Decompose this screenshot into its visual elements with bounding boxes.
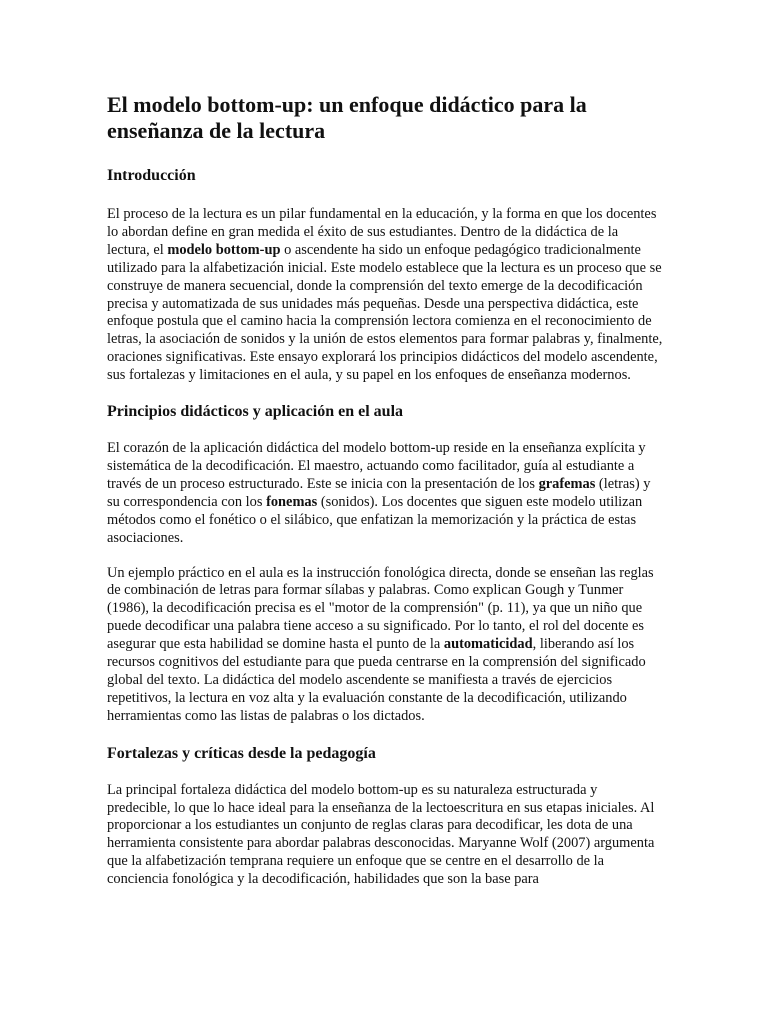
paragraph-fortalezas-1: La principal fortaleza didáctica del modelo bottom-up es su naturaleza estructurada y predecible, lo que lo hace ideal para la enseñanza de la lectoescritura en sus etapas iniciales. Al proporcionar a los estudiantes un conjunto de reglas claras para decodificar, les dota de una herramienta consistente para abordar palabras desconocidas. Maryanne Wolf (2007) argumenta que la alfabetización temprana requiere un enfoque que se centre en el desarrollo de la conciencia fonológica y la decodificación, habilidades que son la base para [107,781,655,888]
text-run: El corazón de la aplicación didáctica del modelo bottom-up reside en la enseñanza explícita y sistemática de la decodificación. El maestro, actuando como facilitador, guía al estudiante a través de un proceso estructurado. Este se inicia con la presentación de los [107,440,646,492]
text-run: (sonidos). Los docentes que siguen este modelo utilizan métodos como el fonético o el silábico, que enfatizan la memorización y la práctica de estas asociaciones. [107,493,643,546]
paragraph-principios-2 [107,565,663,726]
text-run: , liberando así los recursos cognitivos del estudiante para que pueda centrarse en la comprensión del significado global del texto. La didáctica del modelo ascendente se manifiesta a través de ejercicios repetitivos, la lectura en voz alta y la evaluación constante de la decodificación, utilizando herramientas como las listas de palabras o los dictados. [107,636,646,724]
text-run: Un ejemplo práctico en el aula es la instrucción fonológica directa, donde se enseñan las reglas de combinación de letras para formar sílabas y palabras. Como explican Gough y Tunmer (1986), la decodificación precisa es el "motor de la comprensión" (p. 11), ya que un niño que puede decodificar una palabra tiene acceso a su significado. Por lo tanto, el rol del docente es asegurar que esta habilidad se domine hasta el punto de la [107,564,654,653]
document-page [107,92,663,906]
paragraph-principios-1 [107,440,663,547]
text-run: El proceso de la lectura es un pilar fundamental en la educación, y la forma en que los docentes lo abordan define en gran medida el éxito de sus estudiantes. Dentro de la didáctica de la lectura, el [107,206,657,258]
text-run: (letras) y su correspondencia con los [107,475,651,510]
bold-term-modelo-bottom-up: modelo bottom-up [167,241,281,258]
paragraph-introduccion [107,206,663,385]
heading-principios: Principios didácticos y aplicación en el aula [107,403,404,421]
bold-term-fonemas: fonemas [266,493,318,510]
heading-fortalezas: Fortalezas y críticas desde la pedagogía [107,744,376,762]
text-run: o ascendente ha sido un enfoque pedagógico tradicionalmente utilizado para la alfabetización inicial. Este modelo establece que la lectura es un proceso que se construye de manera secuencial, donde la comprensión del texto emerge de la decodificación precisa y automatizada de sus unidades más pequeñas. Desde una perspectiva didáctica, este enfoque postula que el camino hacia la comprensión lectora comienza en el reconocimiento de letras, la asociación de sonidos y la unión de estos elementos para formar palabras y, finalmente, oraciones significativas. Este ensayo explorará los principios didácticos del modelo ascendente, sus fortalezas y limitaciones en el aula, y su papel en los enfoques de enseñanza modernos. [107,241,663,384]
heading-introduccion: Introducción [107,167,196,184]
document-title: El modelo bottom-up: un enfoque didáctico para la enseñanza de la lectura [107,92,587,143]
bold-term-grafemas: grafemas [538,475,596,492]
bold-term-automaticidad: automaticidad [443,636,533,653]
